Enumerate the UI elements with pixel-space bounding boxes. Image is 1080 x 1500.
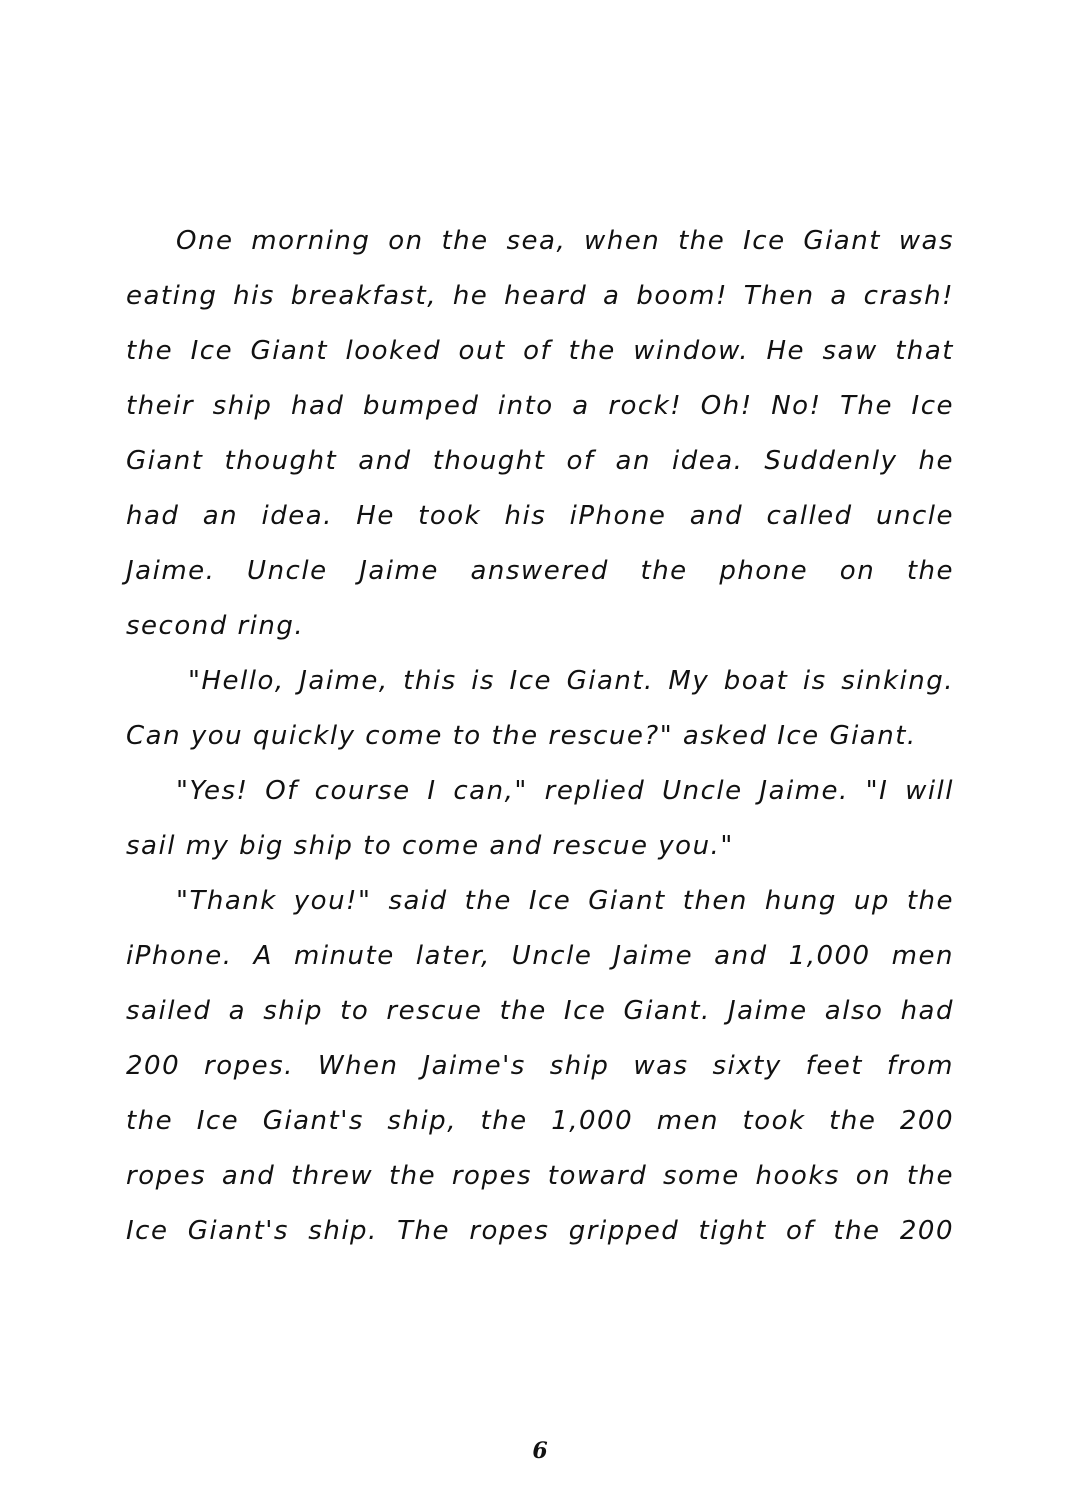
story-text: [126, 214, 954, 1259]
story-line: "Hello, Jaime, this is Ice Giant. My boat is sinking.: [188, 666, 954, 696]
story-line: Giant thought and thought of an idea. Suddenly he: [126, 446, 954, 476]
story-line: One morning on the sea, when the Ice Giant was: [176, 226, 954, 256]
story-line: iPhone. A minute later, Uncle Jaime and 1,000 men: [126, 941, 954, 971]
page-number: 6: [532, 1438, 548, 1464]
story-line: Jaime. Uncle Jaime answered the phone on the: [126, 556, 954, 586]
story-line: sailed a ship to rescue the Ice Giant. Jaime also had: [126, 996, 954, 1026]
story-line: eating his breakfast, he heard a boom! Then a crash!: [126, 281, 954, 311]
story-line: had an idea. He took his iPhone and called uncle: [126, 501, 954, 531]
story-line: "Thank you!" said the Ice Giant then hung up the: [176, 886, 954, 916]
story-line: 200 ropes. When Jaime's ship was sixty feet from: [126, 1051, 954, 1081]
story-line: "Yes! Of course I can," replied Uncle Jaime. "I will: [176, 776, 954, 806]
story-line: Can you quickly come to the rescue?" asked Ice Giant.: [126, 721, 917, 751]
story-line: Ice Giant's ship. The ropes gripped tight of the 200: [126, 1216, 954, 1246]
story-line: their ship had bumped into a rock! Oh! No! The Ice: [126, 391, 954, 421]
story-line: the Ice Giant's ship, the 1,000 men took the 200: [126, 1106, 954, 1136]
story-line: sail my big ship to come and rescue you.": [126, 831, 734, 861]
story-line: ropes and threw the ropes toward some hooks on the: [126, 1161, 954, 1191]
story-line: second ring.: [126, 611, 305, 641]
story-line: the Ice Giant looked out of the window. He saw that: [126, 336, 954, 366]
